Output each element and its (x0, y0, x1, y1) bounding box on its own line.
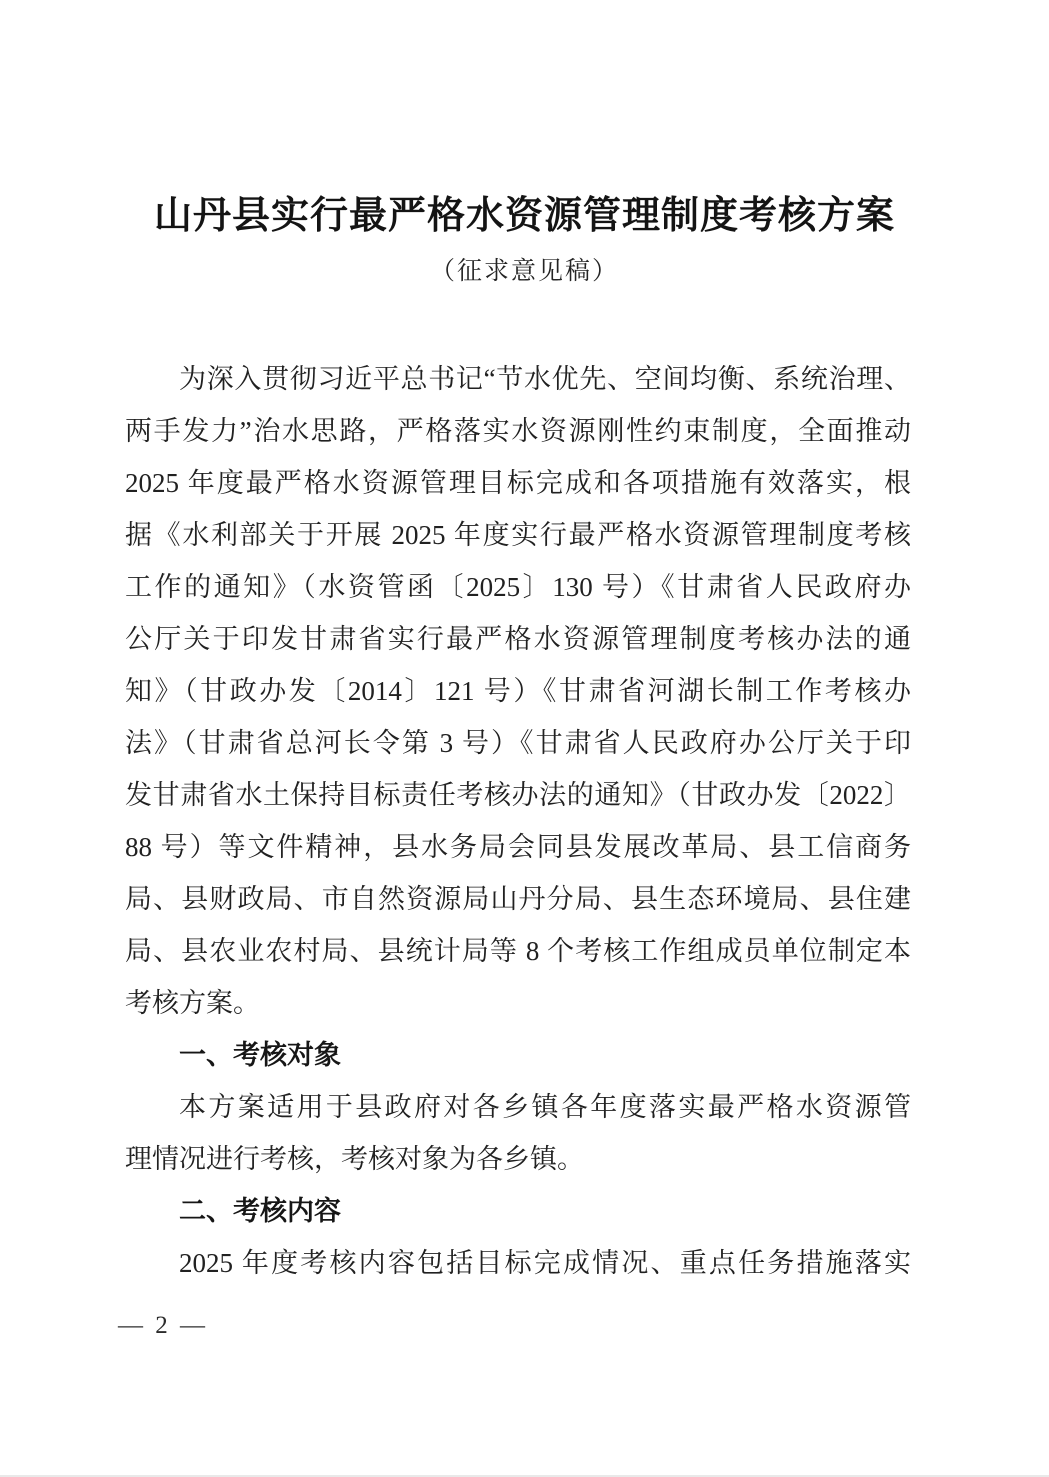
body-line: 2025 年度考核内容包括目标完成情况、重点任务措施落实 (179, 1248, 911, 1278)
body-line: 考核方案。 (125, 988, 260, 1018)
section-heading-1: 一、考核对象 (179, 1040, 341, 1070)
body-line: 公厅关于印发甘肃省实行最严格水资源管理制度考核办法的通 (125, 624, 911, 654)
body-line: 局、县财政局、市自然资源局山丹分局、县生态环境局、县住建 (125, 884, 911, 914)
body-line: 2025 年度最严格水资源管理目标完成和各项措施有效落实，根 (125, 468, 911, 498)
section-heading-2: 二、考核内容 (179, 1196, 341, 1226)
body-line: 为深入贯彻习近平总书记“节水优先、空间均衡、系统治理、 (179, 364, 911, 394)
body-line: 发甘肃省水土保持目标责任考核办法的通知》（甘政办发〔2022〕 (125, 780, 911, 810)
body-line: 理情况进行考核，考核对象为各乡镇。 (125, 1144, 584, 1174)
page-number: — 2 — (118, 1312, 208, 1339)
body-line: 88 号）等文件精神，县水务局会同县发展改革局、县工信商务 (125, 832, 911, 862)
body-line: 知》（甘政办发〔2014〕121 号）《甘肃省河湖长制工作考核办 (125, 676, 911, 706)
body-line: 两手发力”治水思路，严格落实水资源刚性约束制度，全面推动 (125, 416, 911, 446)
body-line: 局、县农业农村局、县统计局等 8 个考核工作组成员单位制定本 (125, 936, 911, 966)
body-line: 工作的通知》（水资管函〔2025〕130 号）《甘肃省人民政府办 (125, 572, 911, 602)
body-line: 本方案适用于县政府对各乡镇各年度落实最严格水资源管 (179, 1092, 911, 1122)
document-subtitle: （征求意见稿） (429, 258, 619, 285)
body-line: 据《水利部关于开展 2025 年度实行最严格水资源管理制度考核 (125, 520, 911, 550)
body-line: 法》（甘肃省总河长令第 3 号）《甘肃省人民政府办公厅关于印 (125, 728, 911, 758)
document-body (125, 353, 911, 1289)
document-title: 山丹县实行最严格水资源管理制度考核方案 (153, 195, 895, 237)
